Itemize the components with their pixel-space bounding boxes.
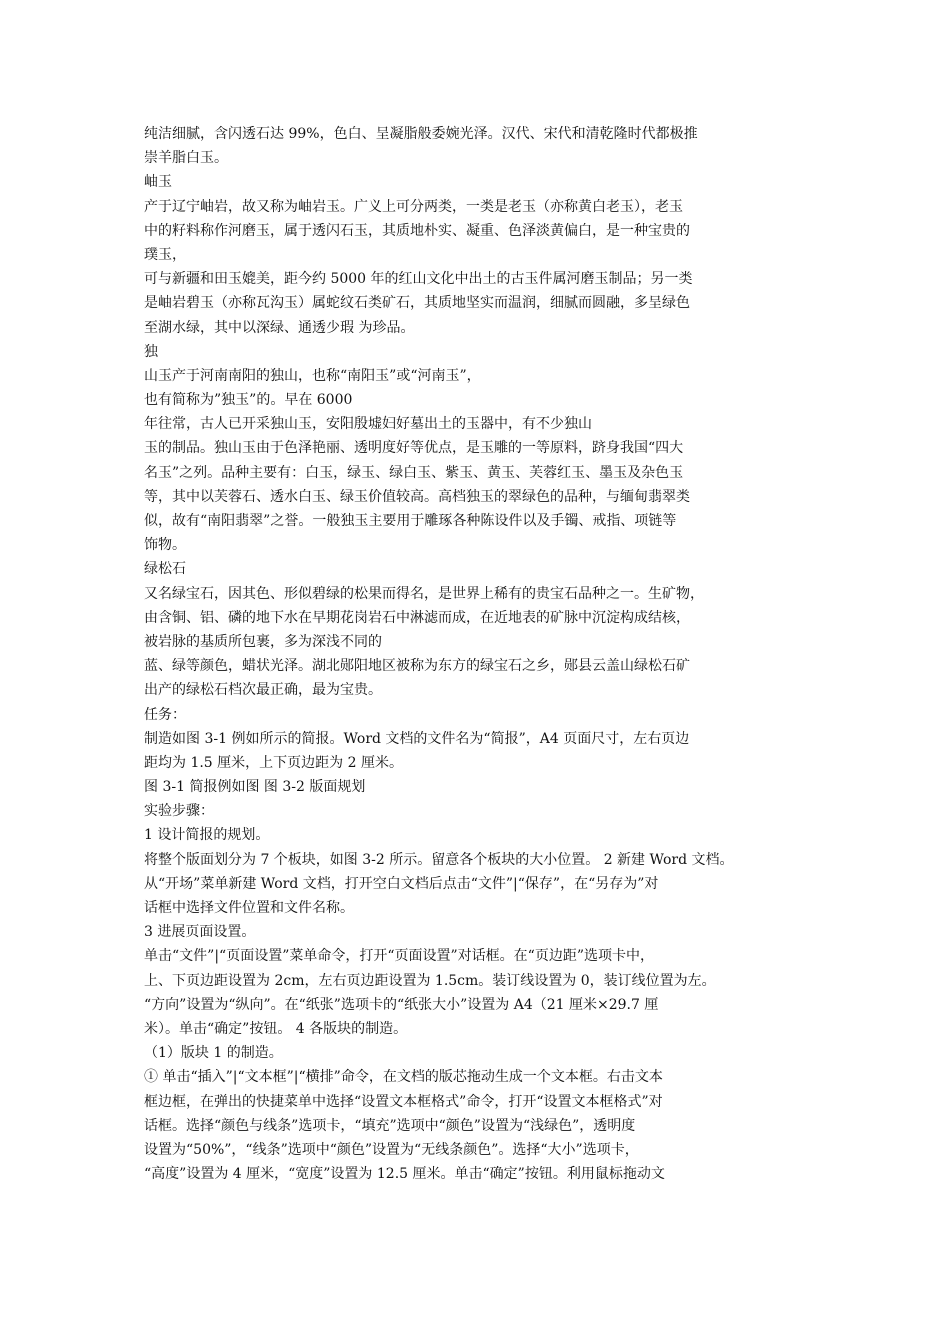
text-line: 也有简称为”独玉”的。早在 6000 bbox=[144, 392, 353, 409]
text-line: 框边框，在弹出的快捷菜单中选择“设置文本框格式”命令，打开“设置文本框格式”对 bbox=[144, 1093, 663, 1110]
text-line: 等，其中以芙蓉石、透水白玉、绿玉价值较高。高档独玉的翠绿色的品种，与缅甸翡翠类 bbox=[144, 488, 690, 505]
text-line: 单击“文件”|“页面设置”菜单命令，打开“页面设置”对话框。在“页边距”选项卡中， bbox=[144, 948, 654, 965]
text-line: 3 进展页面设置。 bbox=[144, 924, 256, 941]
text-line: （1）版块 1 的制造。 bbox=[144, 1045, 283, 1062]
text-line: 产于辽宁岫岩，故又称为岫岩玉。广义上可分两类，一类是老玉（亦称黄白老玉），老玉 bbox=[144, 198, 683, 215]
text-line: 图 3-1 简报例如图 图 3-2 版面规划 bbox=[144, 779, 366, 796]
text-line: 独 bbox=[144, 343, 158, 360]
text-line: 设置为“50%”，“线条”选项中“颜色”设置为“无线条颜色”。选择“大小”选项卡， bbox=[144, 1141, 639, 1158]
text-line: 名玉”之列。品种主要有：白玉，绿玉、绿白玉、紫玉、黄玉、芙蓉红玉、墨玉及杂色玉 bbox=[144, 464, 684, 481]
text-line: 似，故有“南阳翡翠”之誉。一般独玉主要用于雕琢各种陈设件以及手镯、戒指、项链等 bbox=[144, 513, 677, 529]
text-line: 从“开场”菜单新建 Word 文档，打开空白文档后点击“文件”|“保存”，在“另存为”对 bbox=[144, 875, 659, 892]
text-line: 山玉产于河南南阳的独山，也称“南阳玉”或“河南玉”， bbox=[144, 367, 481, 384]
text-line: 话框。选择“颜色与线条”选项卡，“填充”选项中“颜色”设置为“浅绿色”，透明度 bbox=[144, 1117, 636, 1134]
text-line: 被岩脉的基质所包裹，多为深浅不同的 bbox=[144, 633, 382, 650]
text-line: 至湖水绿，其中以深绿、通透少瑕 为珍品。 bbox=[144, 319, 415, 336]
text-line: 玉的制品。独山玉由于色泽艳丽、透明度好等优点，是玉雕的一等原料，跻身我国“四大 bbox=[144, 440, 684, 457]
text-line: 将整个版面划分为 7 个板块，如图 3-2 所示。留意各个板块的大小位置。 2 新建 Word 文档。 bbox=[144, 851, 734, 868]
text-line: “高度”设置为 4 厘米，“宽度”设置为 12.5 厘米。单击“确定”按钮。利用鼠标拖动文 bbox=[144, 1166, 665, 1183]
text-line: ① 单击“插入”|“文本框”|“横排”命令，在文档的版芯拖动生成一个文本框。右击文本 bbox=[144, 1069, 663, 1086]
text-line: 蓝、绿等颜色，蜡状光泽。湖北郧阳地区被称为东方的绿宝石之乡，郧县云盖山绿松石矿 bbox=[144, 658, 690, 675]
text-line: 实验步骤： bbox=[144, 803, 214, 820]
text-line: 任务： bbox=[144, 706, 186, 723]
text-line: 是岫岩碧玉（亦称瓦沟玉）属蛇纹石类矿石，其质地坚实而温润，细腻而圆融，多呈绿色 bbox=[144, 295, 690, 312]
text-line: 距均为 1.5 厘米，上下页边距为 2 厘米。 bbox=[144, 754, 403, 771]
document-body bbox=[144, 122, 814, 1186]
text-line: 由含铜、铝、磷的地下水在早期花岗岩石中淋滤而成，在近地表的矿脉中沉淀构成结核， bbox=[144, 609, 690, 626]
text-line: 纯洁细腻，含闪透石达 99%，色白、呈凝脂般委婉光泽。汉代、宋代和清乾隆时代都极推 bbox=[144, 126, 698, 142]
text-line: 1 设计简报的规划。 bbox=[144, 827, 270, 844]
text-line: 可与新疆和田玉媲美，距今约 5000 年的红山文化中出土的古玉件属河磨玉制品；另一类 bbox=[144, 271, 693, 288]
text-line: 崇羊脂白玉。 bbox=[144, 150, 228, 167]
text-line: 又名绿宝石，因其色、形似碧绿的松果而得名，是世界上稀有的贵宝石品种之一。生矿物， bbox=[144, 585, 704, 602]
text-line: “方向”设置为“纵向”。在“纸张”选项卡的“纸张大小”设置为 A4（21 厘米×29.7 厘 bbox=[144, 996, 659, 1013]
text-line: 制造如图 3-1 例如所示的简报。Word 文档的文件名为“简报”，A4 页面尺寸，左右页边 bbox=[144, 730, 690, 747]
text-line: 米）。单击“确定”按钮。 4 各版块的制造。 bbox=[144, 1020, 408, 1037]
text-line: 出产的绿松石档次最正确，最为宝贵。 bbox=[144, 682, 382, 699]
text-line: 岫玉 bbox=[144, 174, 172, 191]
text-line: 饰物。 bbox=[144, 537, 186, 554]
text-line: 绿松石 bbox=[144, 561, 186, 578]
text-line: 年往常，古人已开采独山玉，安阳殷墟妇好墓出土的玉器中，有不少独山 bbox=[144, 416, 592, 433]
text-line: 璞玉， bbox=[144, 246, 186, 263]
text-line: 话框中选择文件位置和文件名称。 bbox=[144, 900, 354, 916]
text-line: 中的籽料称作河磨玉，属于透闪石玉，其质地朴实、凝重、色泽淡黄偏白，是一种宝贵的 bbox=[144, 222, 690, 239]
text-line: 上、下页边距设置为 2cm，左右页边距设置为 1.5cm。装订线设置为 0，装订线位置为左。 bbox=[144, 972, 716, 989]
